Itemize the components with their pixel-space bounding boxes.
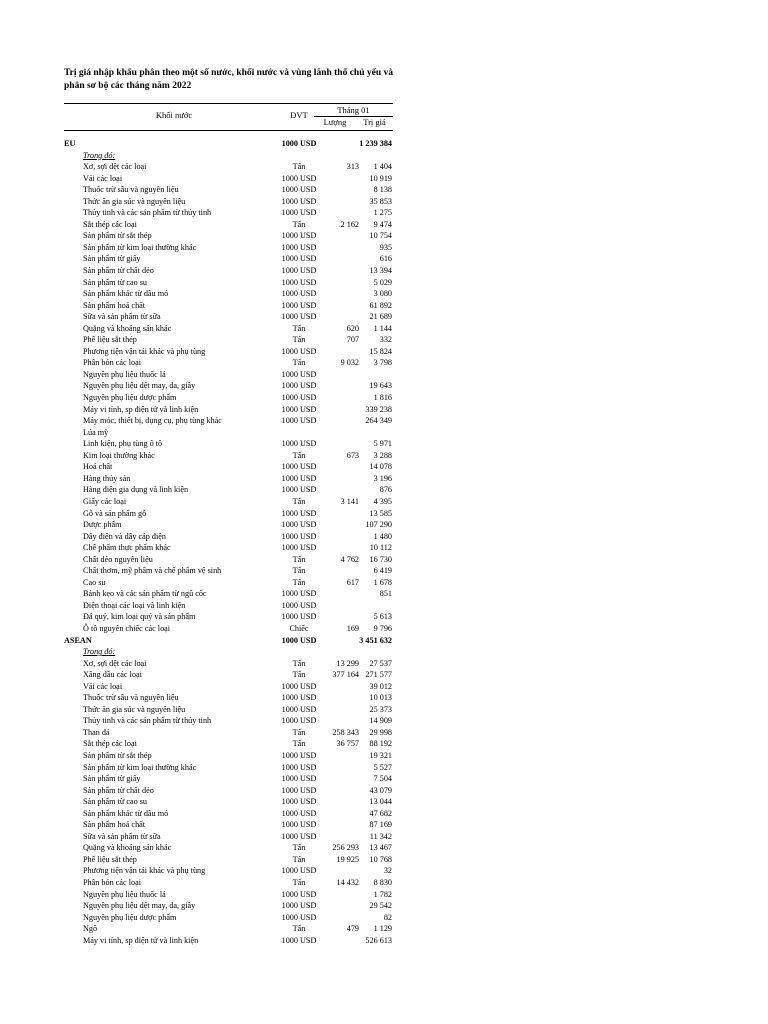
row-unit: 1000 USD [281, 462, 317, 472]
table-row [64, 253, 393, 265]
table-row [64, 669, 393, 681]
row-value: 10 919 [369, 173, 392, 183]
row-unit: Tấn [292, 878, 306, 887]
row-unit: 1000 USD [281, 404, 317, 414]
row-name: Sản phẩm từ kim loại thường khác [83, 762, 197, 772]
row-value: 29 998 [369, 727, 392, 737]
table-row [64, 692, 393, 704]
row-quantity: 14 432 [336, 878, 359, 887]
row-unit: Tấn [292, 335, 306, 345]
row-unit: 1000 USD [281, 196, 317, 206]
table-row [64, 681, 393, 693]
row-unit: 1000 USD [281, 369, 317, 379]
row-value: 7 504 [373, 774, 392, 784]
row-value: 14 909 [369, 716, 392, 726]
row-unit: 1000 USD [281, 797, 317, 807]
row-name: Giấy các loại [83, 496, 127, 506]
table-row [64, 854, 393, 866]
row-name: Thủy tinh và các sản phẩm từ thủy tinh [83, 208, 212, 218]
table-row [64, 531, 393, 543]
row-unit: Tấn [292, 162, 306, 172]
table-row [64, 484, 393, 496]
row-name: Thủy tinh và các sản phẩm từ thủy tinh [83, 716, 212, 726]
row-quantity: 19 925 [336, 854, 359, 864]
row-unit: 1000 USD [281, 254, 317, 264]
row-quantity: 169 [346, 623, 359, 633]
row-value: 339 238 [365, 404, 392, 414]
row-value: 16 730 [369, 554, 392, 564]
row-name: Sắt thép các loại [83, 739, 137, 749]
row-unit: Tấn [292, 843, 306, 853]
region-row [64, 635, 393, 647]
row-value: 107 290 [365, 520, 392, 530]
row-value: 1 275 [373, 208, 392, 218]
row-name: Than đá [83, 727, 110, 737]
row-value: 47 682 [369, 808, 392, 818]
row-name: Sản phẩm từ sắt thép [83, 231, 152, 241]
row-name: Phân bón các loại [83, 358, 141, 368]
row-name: Xăng dầu các loại [83, 670, 142, 680]
table-row [64, 473, 393, 485]
row-value: 19 643 [369, 381, 392, 391]
row-name: ASEAN [64, 635, 92, 645]
row-name: Quặng và khoáng sản khác [83, 843, 172, 853]
row-quantity: 707 [346, 335, 359, 345]
row-unit: 1000 USD [281, 416, 317, 426]
row-unit: Tấn [292, 854, 306, 864]
row-name: Trong đó: [83, 150, 116, 160]
table-row [64, 715, 393, 727]
row-quantity: 377 164 [332, 670, 359, 680]
table-header [64, 103, 393, 131]
row-value: 10 112 [369, 543, 392, 553]
header-unit: ĐVT [290, 110, 308, 120]
table-row [64, 819, 393, 831]
row-unit: 1000 USD [281, 912, 317, 922]
header-name: Khối nước [155, 110, 193, 120]
header-month: Tháng 01 [337, 105, 370, 115]
row-name: Ô tô nguyên chiếc các loại [83, 623, 171, 633]
row-quantity: 2 162 [340, 219, 359, 229]
row-name: Trong đó: [83, 647, 116, 657]
table-row [64, 300, 393, 312]
table-row [64, 842, 393, 854]
row-name: Hàng thủy sản [83, 473, 131, 483]
table-row [64, 207, 393, 219]
row-name: Phương tiện vận tải khác và phụ tùng [83, 866, 206, 876]
row-name: Sản phẩm từ giấy [83, 774, 141, 784]
header-value: Trị giá [363, 117, 386, 127]
row-name: Xơ, sợi dệt các loại [83, 658, 147, 668]
table-row [64, 519, 393, 531]
row-name: Sản phẩm từ chất dẻo [83, 266, 154, 276]
table-row [64, 288, 393, 300]
row-unit: Tấn [292, 924, 306, 934]
row-unit: 1000 USD [281, 716, 317, 726]
table-row [64, 542, 393, 554]
table-row [64, 311, 393, 323]
row-name: Hàng điện gia dụng và linh kiện [83, 485, 189, 495]
row-name: Sản phẩm từ kim loại thường khác [83, 242, 197, 252]
table-row [64, 242, 393, 254]
row-unit: 1000 USD [281, 346, 317, 356]
row-unit: 1000 USD [281, 785, 317, 795]
row-value: 5 527 [373, 762, 392, 772]
row-unit: 1000 USD [281, 277, 317, 287]
table-row [64, 369, 393, 381]
row-unit: 1000 USD [281, 393, 317, 403]
table-row [64, 738, 393, 750]
row-value: 3 451 632 [359, 635, 392, 645]
row-name: Đá quý, kim loại quý và sản phẩm [83, 612, 196, 622]
table-row [64, 865, 393, 877]
row-unit: Tấn [292, 219, 306, 229]
row-name: Linh kiện, phụ tùng ô tô [83, 439, 163, 449]
table-row [64, 773, 393, 785]
row-unit: 1000 USD [281, 635, 317, 645]
row-quantity: 13 299 [336, 658, 359, 668]
table-row [64, 923, 393, 935]
row-unit: 1000 USD [281, 693, 317, 703]
row-name: Chất dẻo nguyên liệu [83, 554, 153, 564]
table-row [64, 611, 393, 623]
table-row [64, 588, 393, 600]
row-name: Máy móc, thiết bị, dụng cụ, phụ tùng khác [83, 416, 222, 426]
row-value: 10 013 [369, 693, 392, 703]
row-value: 13 044 [369, 797, 392, 807]
row-unit: 1000 USD [281, 543, 317, 553]
row-name: Lúa mỳ [83, 427, 109, 437]
table-row [64, 496, 393, 508]
row-quantity: 479 [346, 924, 359, 934]
row-name: Phân bón các loại [83, 878, 141, 887]
table-row [64, 346, 393, 358]
table-row [64, 912, 393, 924]
row-value: 11 342 [369, 831, 392, 841]
row-value: 851 [379, 589, 392, 599]
table-row [64, 831, 393, 843]
table-row [64, 762, 393, 774]
row-unit: 1000 USD [281, 289, 317, 299]
table-row [64, 450, 393, 462]
row-unit: 1000 USD [281, 508, 317, 518]
row-value: 13 585 [369, 508, 392, 518]
table-row [64, 935, 393, 947]
row-unit: Tấn [292, 577, 306, 587]
row-name: Nguyên phụ liệu dược phẩm [83, 393, 177, 403]
row-value: 1 678 [373, 577, 392, 587]
row-quantity: 258 343 [332, 727, 359, 737]
row-name: Sản phẩm từ giấy [83, 254, 141, 264]
table-row [64, 750, 393, 762]
table-row [64, 404, 393, 416]
row-value: 1 144 [373, 323, 392, 333]
row-value: 526 613 [365, 935, 392, 945]
table-row [64, 796, 393, 808]
row-unit: 1000 USD [281, 520, 317, 530]
row-unit: Tấn [292, 670, 306, 680]
table-row [64, 704, 393, 716]
row-name: Thức ăn gia súc và nguyên liệu [83, 704, 186, 714]
row-name: Cao su [83, 577, 106, 587]
table-row [64, 658, 393, 670]
row-name: Kim loại thường khác [83, 450, 155, 460]
row-name: Sản phẩm khác từ dầu mỏ [83, 289, 169, 299]
row-value: 29 542 [369, 901, 392, 911]
row-value: 61 892 [369, 300, 392, 310]
row-quantity: 673 [346, 450, 359, 460]
row-name: Sữa và sản phẩm từ sữa [83, 831, 161, 841]
row-unit: Tấn [292, 358, 306, 368]
row-quantity: 256 293 [332, 843, 359, 853]
row-quantity: 617 [346, 577, 359, 587]
row-value: 9 796 [373, 623, 392, 633]
row-unit: 1000 USD [281, 473, 317, 483]
row-unit: 1000 USD [281, 935, 317, 945]
subheading-row [64, 150, 393, 162]
row-name: Gỗ và sản phẩm gỗ [83, 508, 147, 518]
row-value: 35 853 [369, 196, 392, 206]
row-value: 43 079 [369, 785, 392, 795]
row-value: 25 373 [369, 704, 392, 714]
row-value: 5 971 [373, 439, 392, 449]
row-quantity: 36 757 [336, 739, 359, 749]
row-unit: 1000 USD [281, 242, 317, 252]
row-unit: 1000 USD [281, 173, 317, 183]
table-row [64, 277, 393, 289]
row-name: Phương tiện vận tải khác và phụ tùng [83, 346, 206, 356]
table-row [64, 727, 393, 739]
row-name: Xơ, sợi dệt các loại [83, 162, 147, 172]
row-unit: 1000 USD [281, 889, 317, 899]
row-unit: 1000 USD [281, 866, 317, 876]
document-title: Trị giá nhập khẩu phân theo một số nước, khối nước và vùng lãnh thổ chủ yếu và phân sơ bộ các tháng năm 2022 [64, 68, 393, 91]
row-name: Sản phẩm khác từ dầu mỏ [83, 808, 169, 818]
row-unit: Chiếc [289, 623, 309, 633]
table-row [64, 785, 393, 797]
row-quantity: 3 141 [340, 496, 359, 506]
row-name: Phế liệu sắt thép [83, 335, 137, 345]
row-value: 876 [379, 485, 392, 495]
row-value: 3 080 [373, 289, 392, 299]
row-name: Sản phẩm từ cao su [83, 277, 148, 287]
row-unit: 1000 USD [281, 312, 317, 322]
row-unit: 1000 USD [281, 750, 317, 760]
row-unit: 1000 USD [281, 589, 317, 599]
table-row [64, 380, 393, 392]
row-name: Sản phẩm từ cao su [83, 797, 148, 807]
row-unit: 1000 USD [281, 139, 317, 148]
row-unit: 1000 USD [281, 485, 317, 495]
row-value: 10 768 [369, 854, 392, 864]
table-row [64, 427, 393, 439]
row-unit: 1000 USD [281, 831, 317, 841]
row-name: Nguyên phụ liệu thuốc lá [83, 889, 166, 899]
row-name: Sữa và sản phẩm từ sữa [83, 312, 161, 322]
row-name: Thuốc trừ sâu và nguyên liệu [83, 185, 179, 195]
header-quantity: Lượng [323, 117, 347, 127]
row-value: 21 689 [369, 312, 392, 322]
table-row [64, 889, 393, 901]
table-row [64, 265, 393, 277]
table-row [64, 554, 393, 566]
row-value: 15 824 [369, 346, 392, 356]
row-value: 3 288 [373, 450, 392, 460]
row-name: Chế phẩm thực phẩm khác [83, 543, 171, 553]
row-unit: Tấn [292, 566, 306, 576]
row-unit: 1000 USD [281, 531, 317, 541]
row-unit: 1000 USD [281, 704, 317, 714]
row-name: Phế liệu sắt thép [83, 854, 137, 864]
row-unit: 1000 USD [281, 381, 317, 391]
table-row [64, 808, 393, 820]
table-row [64, 357, 393, 369]
row-name: Bánh kẹo và các sản phẩm từ ngũ cốc [83, 589, 207, 599]
row-quantity: 313 [346, 162, 359, 172]
table-row [64, 219, 393, 231]
row-unit: 1000 USD [281, 762, 317, 772]
row-name: Dây điện và dây cáp điện [83, 531, 166, 541]
row-value: 332 [379, 335, 392, 345]
row-unit: Tấn [292, 554, 306, 564]
row-name: Thuốc trừ sâu và nguyên liệu [83, 693, 179, 703]
row-name: Vải các loại [83, 173, 123, 183]
row-unit: 1000 USD [281, 681, 317, 691]
row-name: Chất thơm, mỹ phẩm và chế phẩm vệ sinh [83, 566, 222, 576]
row-value: 1 782 [373, 889, 392, 899]
row-name: Máy vi tính, sp điện tử và linh kiện [83, 404, 199, 414]
table-row [64, 900, 393, 912]
table-row [64, 392, 393, 404]
row-name: Sản phẩm hoá chất [83, 300, 146, 310]
row-value: 616 [379, 254, 392, 264]
table-row [64, 173, 393, 185]
row-value: 1 480 [373, 531, 392, 541]
row-name: Nguyên phụ liệu dệt may, da, giầy [83, 381, 196, 391]
row-name: Sản phẩm từ chất dẻo [83, 785, 154, 795]
row-value: 87 169 [369, 820, 392, 830]
row-name: EU [64, 139, 76, 148]
row-value: 32 [383, 866, 392, 876]
row-value: 1 129 [373, 924, 392, 934]
row-name: Nguyên phụ liệu thuốc lá [83, 369, 166, 379]
row-name: Thức ăn gia súc và nguyên liệu [83, 196, 186, 206]
row-value: 13 467 [369, 843, 392, 853]
row-value: 1 239 384 [359, 139, 392, 148]
row-value: 19 321 [369, 750, 392, 760]
row-unit: 1000 USD [281, 901, 317, 911]
table-row [64, 415, 393, 427]
table-row [64, 438, 393, 450]
row-value: 8 138 [373, 185, 392, 195]
region-row [64, 138, 393, 150]
row-unit: 1000 USD [281, 808, 317, 818]
row-name: Sắt thép các loại [83, 219, 137, 229]
row-unit: 1000 USD [281, 185, 317, 195]
row-name: Nguyên phụ liệu dệt may, da, giầy [83, 901, 196, 911]
row-quantity: 9 032 [340, 358, 359, 368]
row-value: 13 394 [369, 266, 392, 276]
row-name: Sản phẩm từ sắt thép [83, 750, 152, 760]
row-unit: 1000 USD [281, 231, 317, 241]
table-row [64, 323, 393, 335]
row-value: 935 [379, 242, 392, 252]
row-name: Ngô [83, 924, 98, 934]
row-value: 9 474 [373, 219, 392, 229]
row-value: 82 [383, 912, 392, 922]
subheading-row [64, 646, 393, 658]
table-body [64, 138, 393, 946]
table-row [64, 230, 393, 242]
table-row [64, 877, 393, 889]
row-name: Điện thoại các loại và linh kiện [83, 600, 186, 610]
row-value: 4 395 [373, 496, 392, 506]
row-quantity: 620 [346, 323, 359, 333]
table-row [64, 508, 393, 520]
row-unit: Tấn [292, 739, 306, 749]
row-value: 1 816 [373, 393, 392, 403]
table-row [64, 196, 393, 208]
row-name: Máy vi tính, sp điện tử và linh kiện [83, 935, 199, 945]
table-row [64, 161, 393, 173]
row-unit: Tấn [292, 323, 306, 333]
row-value: 27 537 [369, 658, 392, 668]
row-value: 39 012 [369, 681, 392, 691]
row-unit: 1000 USD [281, 820, 317, 830]
row-value: 14 078 [369, 462, 392, 472]
row-unit: 1000 USD [281, 774, 317, 784]
row-unit: Tấn [292, 727, 306, 737]
row-name: Quặng và khoáng sản khác [83, 323, 172, 333]
table-row [64, 577, 393, 589]
row-value: 8 830 [373, 878, 392, 887]
row-value: 5 613 [373, 612, 392, 622]
row-unit: 1000 USD [281, 600, 317, 610]
row-value: 271 577 [365, 670, 392, 680]
table-row [64, 334, 393, 346]
row-unit: 1000 USD [281, 208, 317, 218]
row-unit: 1000 USD [281, 266, 317, 276]
row-value: 3 798 [373, 358, 392, 368]
table-row [64, 623, 393, 635]
row-value: 6 419 [373, 566, 392, 576]
row-unit: Tấn [292, 496, 306, 506]
table-row [64, 600, 393, 612]
row-name: Nguyên phụ liệu dược phẩm [83, 912, 177, 922]
row-unit: Tấn [292, 658, 306, 668]
row-name: Hoá chất [83, 462, 113, 472]
row-unit: 1000 USD [281, 439, 317, 449]
table-row [64, 184, 393, 196]
row-value: 264 349 [365, 416, 392, 426]
row-unit: 1000 USD [281, 300, 317, 310]
row-value: 3 196 [373, 473, 392, 483]
table-row [64, 565, 393, 577]
row-quantity: 4 762 [340, 554, 359, 564]
table-row [64, 461, 393, 473]
row-name: Sản phẩm hoá chất [83, 820, 146, 830]
row-unit: Tấn [292, 450, 306, 460]
row-name: Vải các loại [83, 681, 123, 691]
row-value: 5 029 [373, 277, 392, 287]
row-value: 10 754 [369, 231, 392, 241]
row-name: Dược phẩm [83, 520, 122, 530]
row-value: 88 192 [369, 739, 392, 749]
row-unit: 1000 USD [281, 612, 317, 622]
row-value: 1 404 [373, 162, 392, 172]
